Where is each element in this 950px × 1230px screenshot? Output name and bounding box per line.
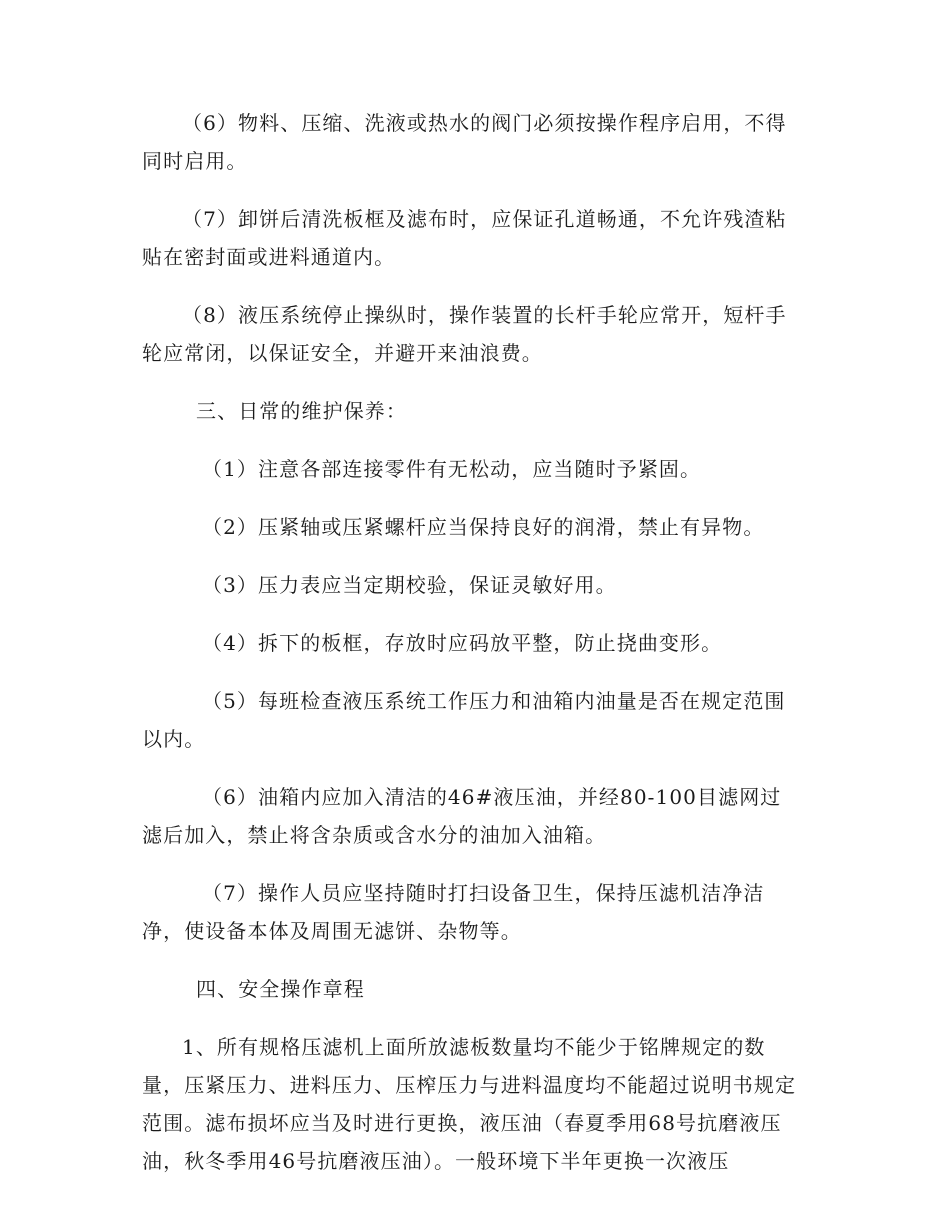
- maintenance-item-6: （6）油箱内应加入清洁的46#液压油，并经80-100目滤网过滤后加入，禁止将含杂质或含水分的油加入油箱。: [142, 785, 782, 847]
- maintenance-item-2: （2）压紧轴或压紧螺杆应当保持良好的润滑，禁止有异物。: [202, 515, 765, 539]
- maintenance-item-4: （4）拆下的板框，存放时应码放平整，防止挠曲变形。: [202, 631, 723, 655]
- maintenance-item-1: （1）注意各部连接零件有无松动，应当随时予紧固。: [202, 457, 702, 481]
- safety-rule-1: 1、所有规格压滤机上面所放滤板数量均不能少于铭牌规定的数量，压紧压力、进料压力、压榨压力与进料温度均不能超过说明书规定范围。滤布损坏应当及时进行更换，液压油（春夏季用68号抗磨液压油，秋冬季用46号抗磨液压油）。一般环境下半年更换一次液压: [142, 1035, 797, 1173]
- maintenance-item-3: （3）压力表应当定期校验，保证灵敏好用。: [202, 573, 617, 597]
- paragraph-6: （6）物料、压缩、洗液或热水的阀门必须按操作程序启用，不得同时启用。: [142, 111, 787, 173]
- maintenance-item-7: （7）操作人员应坚持随时打扫设备卫生，保持压滤机洁净洁净，使设备本体及周围无滤饼、杂物等。: [142, 881, 765, 943]
- maintenance-item-5: （5）每班检查液压系统工作压力和油箱内油量是否在规定范围以内。: [142, 689, 786, 751]
- document-body: [142, 104, 802, 1180]
- section-heading-maintenance: 三、日常的维护保养：: [196, 399, 407, 423]
- paragraph-7: （7）卸饼后清洗板框及滤布时，应保证孔道畅通，不允许残渣粘贴在密封面或进料通道内。: [142, 207, 787, 269]
- section-heading-safety: 四、安全操作章程: [196, 977, 365, 1001]
- paragraph-8: （8）液压系统停止操纵时，操作装置的长杆手轮应常开，短杆手轮应常闭，以保证安全，并避开来油浪费。: [142, 303, 787, 365]
